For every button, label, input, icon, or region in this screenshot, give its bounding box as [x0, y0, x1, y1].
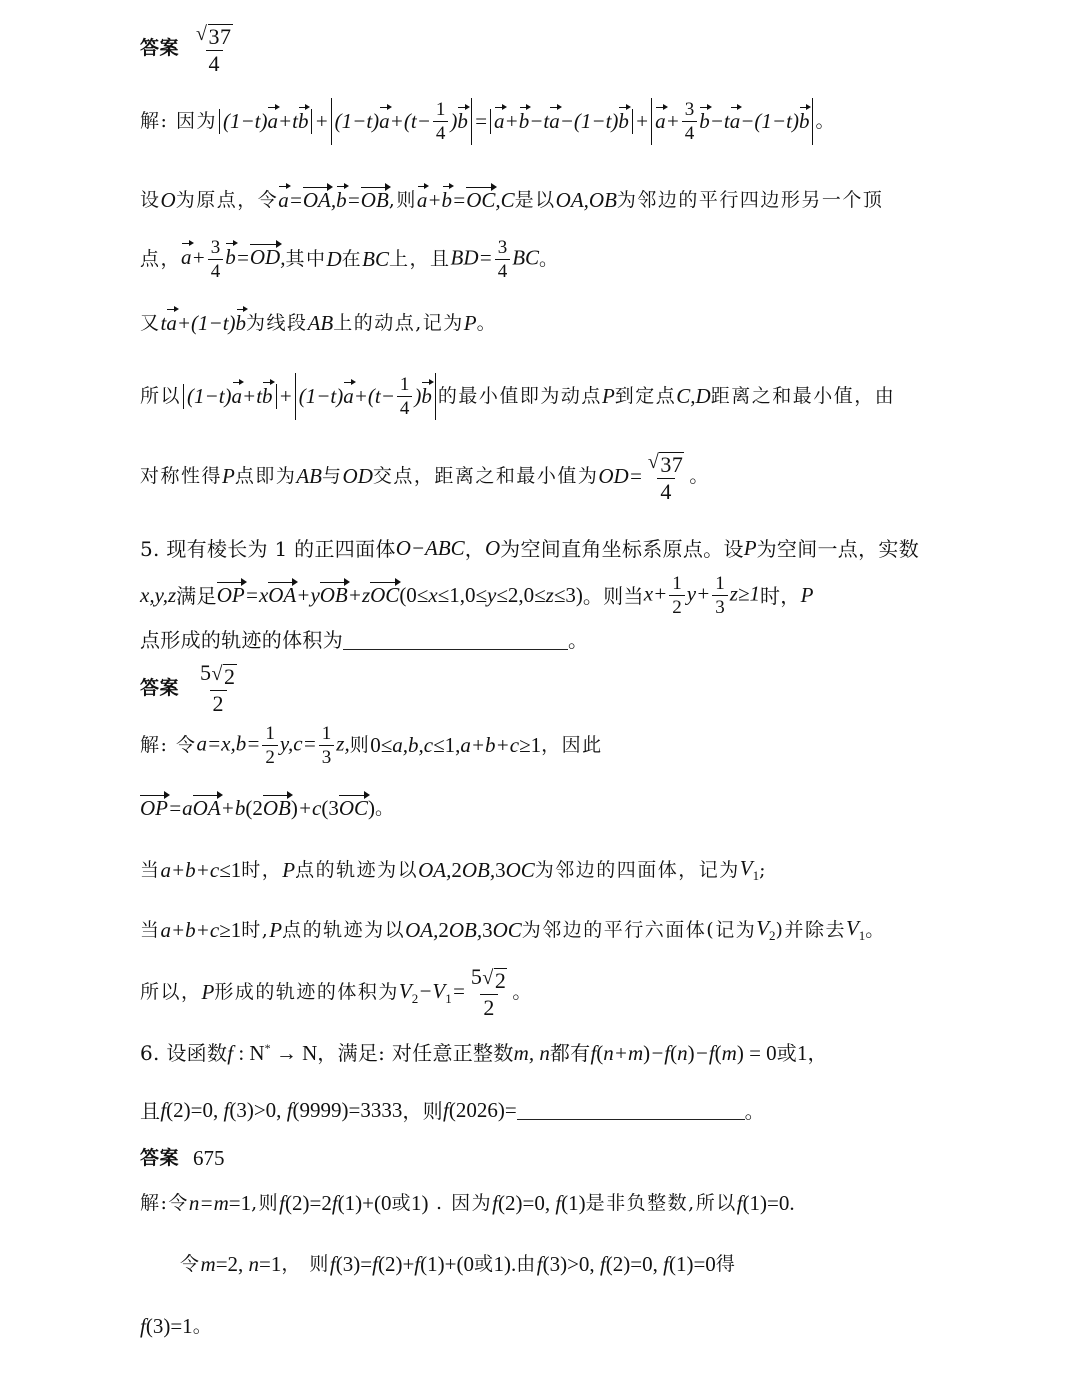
answer-value: √ 37 4	[196, 23, 232, 76]
answer-blank	[517, 1101, 745, 1120]
p5-solution-line-5: 所以， P 形成的轨迹的体积为 $V_2-V_1=$ 5 √ 2 2 。	[140, 964, 532, 1020]
answer-label: 答案	[140, 37, 180, 59]
p4-solution-line-1: 解: 因为 (1− t ) a + t b + (1− t ) a +( t − $\frac{1}{4}$ ) b = a + b − t a −(1− t ) b + a + $\frac{3}{4}$ b − t a −(1− t ) b 。	[140, 99, 835, 144]
p4-solution-line-3: 点， a+ $\frac{3}{4}$ b=OD, 其中 D 在 BC 上，且 BD= $\frac{3}{4}$ BC 。	[140, 237, 559, 282]
p4-solution-line-2: 设 O 为原点，令 a=OA,b=OB ,则 a+b=OC,C 是以 OA,OB 为邻边的平行四边形另一个顶	[140, 188, 884, 212]
p5-solution-line-4: 当 a+b+c≥1 时, P 点的轨迹为以 OA,2OB,3OC 为邻边的平行六面体(记为 $V_2$ )并除去 $V_1$ 。	[140, 916, 885, 943]
p5-answer	[140, 662, 242, 715]
answer-label: 答案	[140, 1147, 180, 1169]
p5-question-line-2: x,y,z 满足 OP=xOA+yOB+zOC(0≤x≤1,0≤y≤2,0≤z≤3) 。则当 x+ $\frac{1}{2}$ y+ $\frac{1}{3}$ z≥1 时， P	[140, 573, 814, 618]
answer-blank	[343, 631, 568, 650]
p5-solution-line-1: 解: 令 a=x,b= $\frac{1}{2}$ y,c= $\frac{1}{3}$ z, 则 0≤a,b,c≤1,a+b+c≥1 ，因此	[140, 723, 603, 768]
p4-solution-line-4: 又 ta+(1−t)b 为线段 AB 上的动点,记为 P 。	[140, 311, 497, 335]
p6-solution-line-3: f(3)=1 。	[140, 1314, 213, 1338]
p4-answer	[140, 22, 238, 75]
p5-question-line-1: 5. 现有棱长为 1 的正四面体 O−ABC ， O 为空间直角坐标系原点。设 P 为空间一点，实数	[140, 536, 920, 561]
p6-solution-line-1: 解:令 n=m=1 ,则 f(2)=2f(1)+(0 或 1) . 因为 f(2)=0, f(1) 是非负整数,所以 f(1)=0.	[140, 1191, 795, 1215]
p6-question-line-1: 6. 设函数 f : N* → N ，满足: 对任意正整数 m, n 都有 f(n+m)−f(n)−f(m) = 0 或 1 ，	[140, 1040, 828, 1065]
p6-answer	[140, 1148, 225, 1169]
answer-label: 答案	[140, 677, 180, 699]
p5-solution-line-3: 当 a+b+c≤1 时， P 点的轨迹为以 OA,2OB,3OC 为邻边的四面体，记为 $V_1$ ;	[140, 856, 767, 883]
p6-solution-line-2: 令 m=2, n=1 ， 则 f(3)=f(2)+f(1)+(0 或 1). 由 f(3)>0, f(2)=0, f(1)=0 得	[180, 1252, 737, 1276]
p6-question-line-2: 且 f(2)=0, f(3)>0, f(9999)=3333 ，则 f(2026)= 。	[140, 1098, 765, 1123]
p4-solution-line-6: 对称性得 P 点即为 AB 与 OD 交点，距离之和最小值为 OD= √ 37 4 。	[140, 451, 709, 504]
p5-solution-line-2: OP=aOA+b(2OB)+c(3OC) 。	[140, 796, 395, 820]
p5-question-line-3: 点形成的轨迹的体积为 。	[140, 628, 589, 652]
p4-solution-line-5: 所以 (1− t ) a + t b + (1− t ) a +( t − $\frac{1}{4}$ ) b 的最小值即为动点 P 到定点 C,D 距离之和最小值，由	[140, 374, 896, 419]
answer-value: 675	[193, 1146, 225, 1170]
answer-value: 5 √ 2 2	[200, 660, 236, 716]
